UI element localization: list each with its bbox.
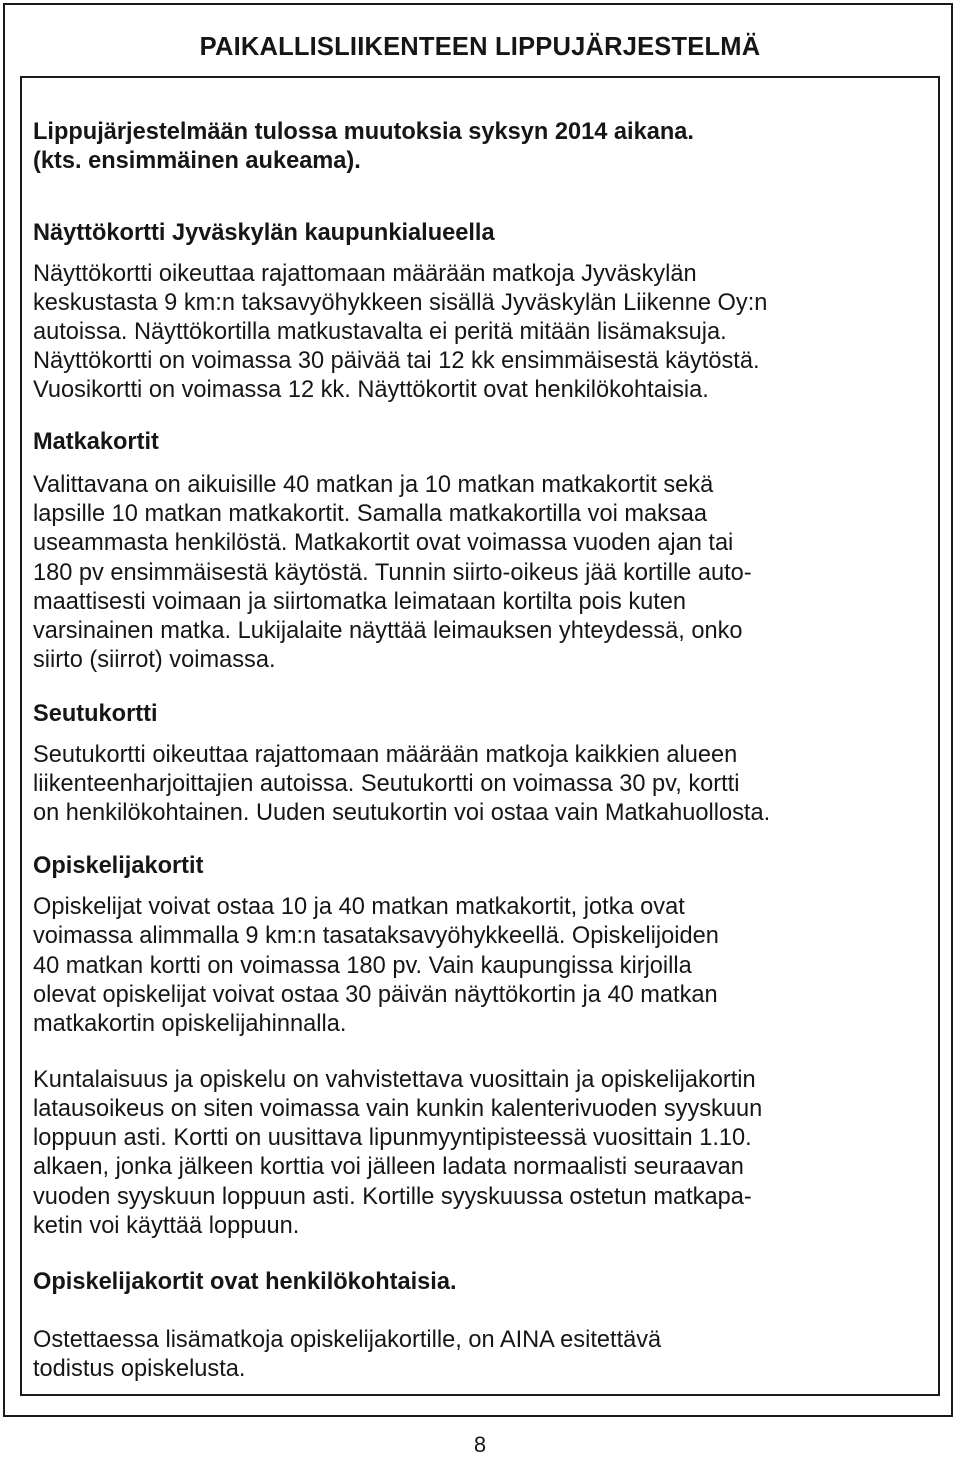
seutukortti-line-2: liikenteenharjoittajien autoissa. Seutukortti on voimassa 30 pv, kortti: [33, 771, 740, 797]
opiskelijakortit-heading: Opiskelijakortit: [33, 853, 204, 879]
matkakortit-line-7: siirto (siirrot) voimassa.: [33, 647, 276, 673]
opiskelijakortit-p2-line-4: alkaen, jonka jälkeen korttia voi jälleen ladata normaalisti seuraavan: [33, 1154, 744, 1180]
opiskelijakortit-p3-line-2: todistus opiskelusta.: [33, 1356, 246, 1382]
seutukortti-line-1: Seutukortti oikeuttaa rajattomaan määrään matkoja kaikkien alueen: [33, 742, 738, 768]
opiskelijakortit-p2-line-1: Kuntalaisuus ja opiskelu on vahvistettava vuosittain ja opiskelijakortin: [33, 1067, 756, 1093]
nayttokortti-heading: Näyttökortti Jyväskylän kaupunkialueella: [33, 220, 495, 246]
opiskelijakortit-line-5: matkakortin opiskelijahinnalla.: [33, 1011, 347, 1037]
matkakortit-line-3: useammasta henkilöstä. Matkakortit ovat voimassa vuoden ajan tai: [33, 530, 734, 556]
notice-line-2: (kts. ensimmäinen aukeama).: [33, 148, 361, 174]
matkakortit-line-2: lapsille 10 matkan matkakortit. Samalla matkakortilla voi maksaa: [33, 501, 708, 527]
opiskelijakortit-p2-line-2: latausoikeus on siten voimassa vain kunkin kalenterivuoden syyskuun: [33, 1096, 763, 1122]
page-title: PAIKALLISLIIKENTEEN LIPPUJÄRJESTELMÄ: [199, 33, 761, 61]
seutukortti-line-3: on henkilökohtainen. Uuden seutukortin voi ostaa vain Matkahuollosta.: [33, 800, 771, 826]
nayttokortti-line-3: autoissa. Näyttökortilla matkustavalta ei peritä mitään lisämaksuja.: [33, 319, 727, 345]
opiskelijakortit-line-3: 40 matkan kortti on voimassa 180 pv. Vain kaupungissa kirjoilla: [33, 953, 692, 979]
matkakortit-line-6: varsinainen matka. Lukijalaite näyttää leimauksen yhteydessä, onko: [33, 618, 743, 644]
matkakortit-line-1: Valittavana on aikuisille 40 matkan ja 10 matkan matkakortit sekä: [33, 472, 714, 498]
matkakortit-line-5: maattisesti voimaan ja siirtomatka leimataan kortilta pois kuten: [33, 589, 687, 615]
opiskelijakortit-p3-line-1: Ostettaessa lisämatkoja opiskelijakortille, on AINA esitettävä: [33, 1327, 662, 1353]
nayttokortti-line-4: Näyttökortti on voimassa 30 päivää tai 12 kk ensimmäisestä käytöstä.: [33, 348, 760, 374]
nayttokortti-line-5: Vuosikortti on voimassa 12 kk. Näyttökortit ovat henkilökohtaisia.: [33, 377, 709, 403]
nayttokortti-line-2: keskustasta 9 km:n taksavyöhykkeen sisällä Jyväskylän Liikenne Oy:n: [33, 290, 768, 316]
matkakortit-line-4: 180 pv ensimmäisestä käytöstä. Tunnin siirto-oikeus jää kortille auto-: [33, 560, 752, 586]
opiskelijakortit-line-2: voimassa alimmalla 9 km:n tasataksavyöhykkeellä. Opiskelijoiden: [33, 923, 719, 949]
opiskelijakortit-line-4: olevat opiskelijat voivat ostaa 30 päivän näyttökortin ja 40 matkan: [33, 982, 718, 1008]
page-number: 8: [473, 1432, 487, 1457]
matkakortit-heading: Matkakortit: [33, 429, 159, 455]
nayttokortti-line-1: Näyttökortti oikeuttaa rajattomaan määrään matkoja Jyväskylän: [33, 261, 697, 287]
notice-line-1: Lippujärjestelmään tulossa muutoksia syksyn 2014 aikana.: [33, 119, 694, 145]
opiskelijakortit-p2-line-6: ketin voi käyttää loppuun.: [33, 1213, 300, 1239]
seutukortti-heading: Seutukortti: [33, 701, 158, 727]
opiskelijakortit-line-1: Opiskelijat voivat ostaa 10 ja 40 matkan matkakortit, jotka ovat: [33, 894, 685, 920]
opiskelijakortit-personal-notice: Opiskelijakortit ovat henkilökohtaisia.: [33, 1269, 457, 1295]
opiskelijakortit-p2-line-5: vuoden syyskuun loppuun asti. Kortille syyskuussa ostetun matkapa-: [33, 1184, 752, 1210]
opiskelijakortit-p2-line-3: loppuun asti. Kortti on uusittava lipunmyyntipisteessä vuosittain 1.10.: [33, 1125, 752, 1151]
